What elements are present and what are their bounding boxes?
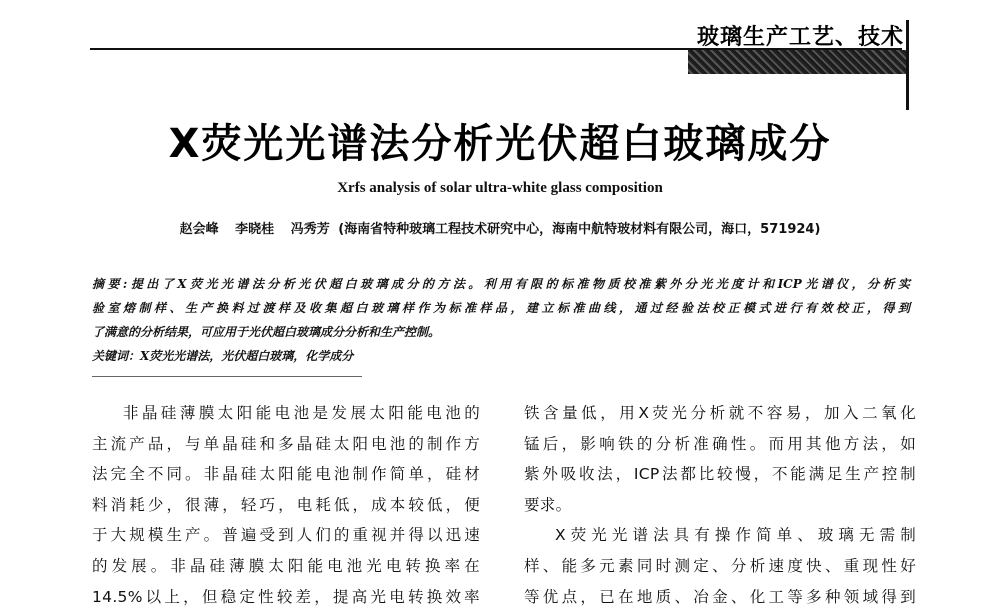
body-line: 非晶硅薄膜太阳能电池是发展太阳能电池的 [123, 404, 480, 422]
author-2: 李晓桂 [235, 222, 275, 237]
section-band-texture [688, 50, 906, 74]
keywords: 关键词：X荧光光谱法，光伏超白玻璃，化学成分 [92, 349, 354, 363]
body-line: 铁含量低，用X荧光分析就不容易，加入二氧化 [524, 404, 916, 422]
abstract-line: 验室熔制样、生产换料过渡样及收集超白玻璃样作为标准样品，建立标准曲线，通过经验法校正模式进行有效校正，得到 [92, 301, 910, 315]
body-line: 14.5%以上，但稳定性较差，提高光电转换效率 [92, 587, 480, 606]
body-line: 法完全不同。非晶硅太阳能电池制作简单，硅材 [92, 465, 480, 484]
body-line: 等优点，已在地质、冶金、化工等多种领域得到 [524, 587, 916, 606]
body-line: X荧光光谱法具有操作简单、玻璃无需制 [555, 526, 916, 545]
body-column-right [524, 398, 916, 612]
affiliation: (海南省特种玻璃工程技术研究中心，海南中航特玻材料有限公司，海口，571924) [338, 222, 821, 237]
body-line: 紫外吸收法，ICP法都比较慢，不能满足生产控制 [524, 465, 916, 484]
body-line: 锰后，影响铁的分析准确性。而用其他方法，如 [524, 434, 916, 453]
abstract-line: 摘要:提出了X荧光光谱法分析光伏超白玻璃成分的方法。利用有限的标准物质校准紫外分光光度计和ICP光谱仪，分析实 [92, 277, 910, 291]
abstract-block [92, 272, 910, 368]
body-column-left [92, 398, 480, 612]
header-vertical-bar [906, 20, 909, 110]
author-line [0, 218, 1000, 237]
body-line: 料消耗少，很薄，轻巧，电耗低，成本较低，便 [92, 495, 480, 514]
column-separator-rule [92, 376, 362, 377]
article-title: X荧光光谱法分析光伏超白玻璃成分 [168, 121, 832, 167]
author-names [180, 222, 335, 237]
body-line: 的发展。非晶硅薄膜太阳能电池光电转换率在 [92, 556, 480, 575]
author-1: 赵会峰 [179, 222, 219, 237]
author-3: 冯秀芳 [290, 222, 330, 237]
body-line: 于大规模生产。普遍受到人们的重视并得以迅速 [92, 526, 480, 545]
body-line: 要求。 [524, 495, 572, 514]
abstract-line: 了满意的分析结果，可应用于光伏超白玻璃成分分析和生产控制。 [92, 325, 441, 339]
body-line: 样、能多元素同时测定、分析速度快、重现性好 [524, 556, 916, 575]
body-line: 主流产品，与单晶硅和多晶硅太阳电池的制作方 [92, 434, 480, 453]
section-label: 玻璃生产工艺、技术 [696, 25, 904, 50]
article-subtitle: Xrfs analysis of solar ultra-white glass composition [337, 180, 663, 196]
